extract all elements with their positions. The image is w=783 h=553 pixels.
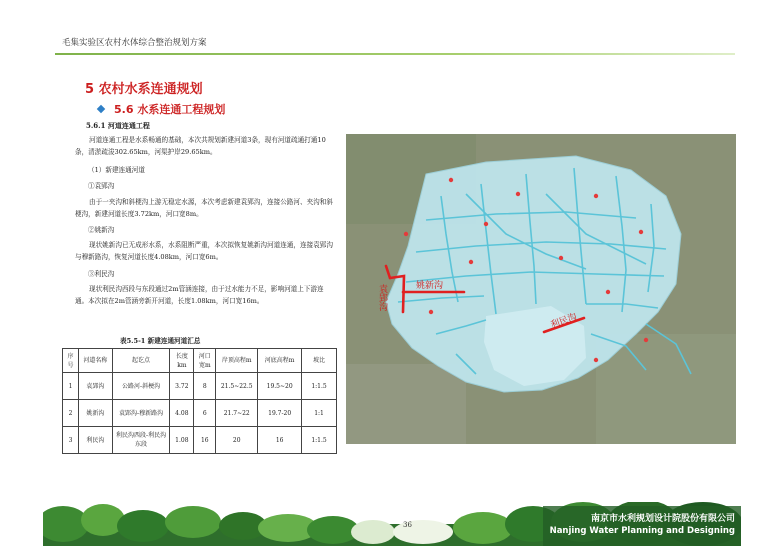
- table-header: 河底高程m: [258, 349, 302, 373]
- table-cell: 1:1.5: [302, 373, 337, 400]
- table-header: 序号: [63, 349, 79, 373]
- table-cell: 1: [63, 373, 79, 400]
- header-title: 毛集实验区农村水体综合整治规划方案: [62, 38, 207, 48]
- company-name-cn: 南京市水利规划设计院股份有限公司: [590, 514, 735, 524]
- table-cell: 袁郢沟-穆新路沟: [112, 400, 170, 427]
- table-header: 河口宽m: [194, 349, 216, 373]
- yaoxin-heading: ②姚新沟: [88, 226, 115, 234]
- table-cell: 公路河-斜梗沟: [112, 373, 170, 400]
- table-cell: 21.5~22.5: [216, 373, 258, 400]
- table-cell: 8: [194, 373, 216, 400]
- table-cell: 1:1.5: [302, 427, 337, 454]
- table-cell: 3.72: [170, 373, 194, 400]
- yuanying-paragraph: 由于一夹沟和斜梗沟上游无稳定水源，本次考虑新建袁郢沟，连接公路河、夹沟和斜梗沟，新建河道长度3.72km，河口宽8m。: [75, 198, 333, 218]
- table-caption: 表5.5-1 新建连通河道汇总: [120, 337, 201, 345]
- limin-paragraph: 现状利民沟西段与东段通过2m管涵连接，由于过水能力不足，影响河道上下游连通。本次拟在2m管涵旁新开河道，长度1.08km，河口宽16m。: [75, 285, 324, 305]
- label-yuanying: 袁郢沟: [377, 284, 387, 311]
- table-cell: 19.7-20: [258, 400, 302, 427]
- water-system-map: [346, 134, 736, 444]
- table-cell: 利民沟西段-利民沟东段: [112, 427, 170, 454]
- table-cell: 6: [194, 400, 216, 427]
- table-cell: 1:1: [302, 400, 337, 427]
- diamond-bullet-icon: [97, 105, 105, 113]
- footer-banner: [43, 502, 741, 546]
- section-heading: [98, 101, 225, 117]
- map-svg: [346, 134, 736, 444]
- table-cell: 利民沟: [78, 427, 112, 454]
- footer-foliage: [43, 502, 741, 546]
- table-cell: 21.7~22: [216, 400, 258, 427]
- section-title: 5.6 水系连通工程规划: [114, 103, 226, 116]
- page-number: 36: [403, 521, 412, 529]
- yaoxin-paragraph: 现状姚新沟已无成形水系，水系阻断严重，本次拟恢复姚新沟河道连通，连接袁郢沟与穆新路沟，恢复河道长度4.08km，河口宽6m。: [75, 241, 333, 261]
- table-row: [63, 373, 337, 400]
- label-yaoxin: 姚新沟: [416, 281, 444, 291]
- table-row: [63, 427, 337, 454]
- table-cell: 20: [216, 427, 258, 454]
- table-cell: 19.5~20: [258, 373, 302, 400]
- table-header: 坡比: [302, 349, 337, 373]
- table-header-row: [63, 349, 337, 373]
- table-header: 河道名称: [78, 349, 112, 373]
- new-channels-heading: （1）新建连通河道: [88, 166, 145, 174]
- table-header: 岸顶高程m: [216, 349, 258, 373]
- table-cell: 3: [63, 427, 79, 454]
- table-cell: 4.08: [170, 400, 194, 427]
- limin-heading: ③利民沟: [88, 270, 115, 278]
- table-cell: 2: [63, 400, 79, 427]
- subsection-title: 5.6.1 河道连通工程: [86, 121, 150, 130]
- table-row: [63, 400, 337, 427]
- chapter-title: 5 农村水系连通规划: [85, 82, 203, 97]
- header-divider: [55, 53, 735, 55]
- table-cell: 袁郢沟: [78, 373, 112, 400]
- table-cell: 1.08: [170, 427, 194, 454]
- table-cell: 16: [194, 427, 216, 454]
- table-cell: 姚新沟: [78, 400, 112, 427]
- yuanying-heading: ①袁郢沟: [88, 182, 115, 190]
- intro-paragraph: 河道连通工程是水系畅通的基础，本次共规划新建河道3条，现有河道疏通打通10条，清淤疏浚302.65km，河渠护岸29.65km。: [75, 136, 326, 156]
- table-header: 长度km: [170, 349, 194, 373]
- table-header: 起讫点: [112, 349, 170, 373]
- channel-summary-table: [62, 348, 337, 454]
- label-limin: 利民沟: [549, 312, 579, 331]
- company-name-en: Nanjing Water Planning and Designing: [549, 526, 735, 536]
- table-cell: 16: [258, 427, 302, 454]
